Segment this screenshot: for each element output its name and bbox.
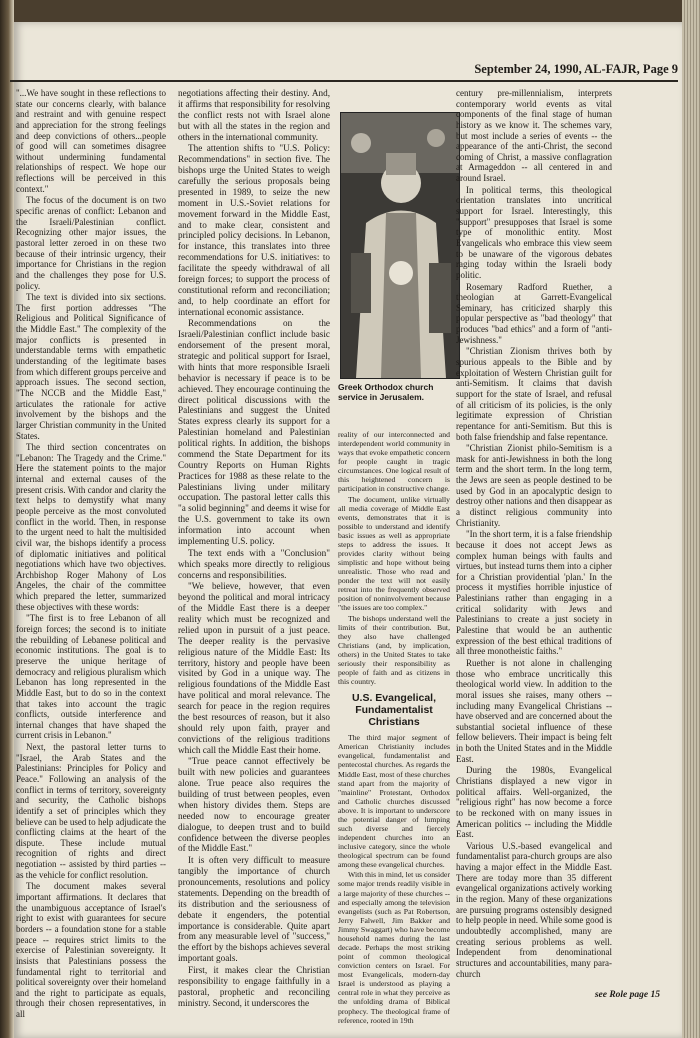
paragraph: The document, unlike virtually all media coverage of Middle East events, demonstrates that it is possible to understand and identify basic issues as well as appropriate steps to address the issues. It provides clarity without being simplistic and hope without being unrealistic. Those who read and ponder the text will not easily retreat into the frequently observed position of noninvolvement because "the issues are too complex." [338, 494, 450, 613]
paragraph: The bishops understand well the limits of their contribution. But, they also have challenged Christians (and, by implication, others) in the United States to take seriously their responsibility as people of faith and as citizens in this country. [338, 613, 450, 687]
paragraph: "In the short term, it is a false friendship because it does not accept Jews as complex human beings with faults and virtues, but instead turns them into a cipher for a Christian providential 'plan.' In the process it mystifies horrible injustice of Palestinians rather than engaging in a critical solidarity with Jews and Palestinians to create a just society in Palestine that would be an authentic expression of the best ethical traditions of all three monotheistic faiths." [456, 529, 612, 657]
column-2 [178, 88, 330, 1010]
photo-caption: Greek Orthodox church service in Jerusalem. [338, 382, 434, 402]
paragraph: Next, the pastoral letter turns to "Israel, the Arab States and the Palestinians: Principles for Policy and Peace." Following an analysis of the conflict in terms of territory, sovereignty and security, the Catholic bishops identify a set of principles which they believe can be used to help adjudicate the conflicting claims at the heart of the dispute. These include mutual recognition of rights and direct negotiation -- assisted by third parties -- as the vehicle for conflict resolution. [16, 742, 166, 880]
column-1 [16, 88, 166, 1021]
paragraph: It is often very difficult to measure tangibly the importance of church pronouncements, resolutions and policy statements. Depending on the breadth of its distribution and the seriousness of debate it engenders, the potential importance is considerable. Quite apart from any measurable level of "success," the effort by the bishops achieves several important goals. [178, 855, 330, 964]
paragraph: In political terms, this theological orientation translates into uncritical support for Israel. Interestingly, this "support" presupposes that Israel is some type of monolithic entity. Most Evangelicals who embrace this view seem to be unaware of the vigorous debates raging today within the Israeli body politic. [456, 184, 612, 280]
paragraph: "Christian Zionism thrives both by spurious appeals to the Bible and by exploitation of Western Christian guilt for anti-Semitism. It claims that davish support for the state of Israel, and refusal of all criticism of its policies, is the only legitimate expression of Christian repentance for anti-Semitism. But this is both false friendship and false repentance. [456, 346, 612, 442]
paragraph: The attention shifts to "U.S. Policy: Recommendations" in section five. The bishops urge the United States to weigh carefully the serious proposals being presented in 1989, to seize the new moment in U.S.-Soviet relations for movement forward in the Middle East, and to make clear, consistent and principled policy decisions. In Lebanon, for instance, this translates into three recommendations for U.S. initiatives: to facilitate the speedy withdrawal of all foreign forces; to support the process of constitutional reform and reconciliation; and, to help coordinate an effort for international economic assistance. [178, 143, 330, 317]
paragraph: The third section concentrates on "Lebanon: The Tragedy and the Crime." Here the statement points to the major internal and external causes of the present crisis. With candor and clarity the text helps to demystify what many people perceive as the most convoluted conflict in the world. Then, in response to the urgent need to halt the multisided civil war, the bishops identify a process of diplomatic initiatives and political negotiations which have two objectives. Archbishop Roger Mahony of Los Angeles, the chair of the committee which prepared the letter, summarized these objectives with these words: [16, 442, 166, 612]
paragraph: The document makes several important affirmations. It declares that the unambiguous acceptance of Israel's right to exist with guarantees for secure borders -- a foundation stone for a stable peace -- requires strict limits to the exercise of Palestinian sovereignty. It insists that Palestinians possess the fundamental right to territorial and political sovereignty over their homeland and the right to participate as equals, through their chosen representatives, in all [16, 881, 166, 1020]
paragraph: reality of our interconnected and interdependent world community in ways that evoke empathetic concern for people caught in tragic circumstances. One logical result of this heightened concern is participation in constructive change. [338, 430, 450, 494]
column-4 [456, 88, 612, 980]
continuation-note: see Role page 15 [594, 990, 660, 1000]
paragraph: negotiations affecting their destiny. And, it affirms that responsibility for resolving the conflict rests not with Israel alone but with all the states in the region and others in the international community. [178, 88, 330, 142]
book-spine [0, 0, 14, 1038]
paragraph: The text ends with a "Conclusion" which speaks more directly to religious concerns and responsibilities. [178, 547, 330, 580]
paragraph: During the 1980s, Evangelical Christians displayed a new vigor in political affairs. Well-organized, the "religious right" has now become a force to be reckoned with on many issues in American politics -- including the Middle East. [456, 765, 612, 840]
paragraph: The focus of the document is on two specific arenas of conflict: Lebanon and the Israeli/Palestinian conflict. Recognizing other major issues, the pastoral letter zeroed in on these two because of their intrinsic urgency, their importance for Christians in the region and the challenges they pose for U.S. policy. [16, 195, 166, 291]
paragraph: "True peace cannot effectively be built with new policies and guarantees alone. True peace also requires the building of trust between peoples, even when history divides them. Steps are needed now to encourage greater dialogue, to deepen trust and to build confidence between the diverse peoples of the Middle East." [178, 756, 330, 854]
paragraph: With this in mind, let us consider some major trends readily visible in a large majority of these churches -- and especially among the television evangelists (such as Pat Robertson, Jerry Falwell, Jim Bakker and Jimmy Swaggart) who have become household names during the last decade. Perhaps the most striking point of common theological conviction centers on Israel. For most Evangelicals, modern-day Israel is understood as playing a central role in what they perceive as the unfolding drama of Biblical prophecy. The theological frame of reference, rooted in 19th [338, 870, 450, 1025]
church-service-photo [340, 112, 460, 379]
paragraph: The text is divided into six sections. The first portion addresses "The Religious and Political Significance of the Middle East." The complexity of the major conflicts is presented in understandable terms with empathetic understanding of the legitimate bases from which different groups perceive and approach issues. The second section, "The NCCB and the Middle East," articulates the rationale for active involvement by the bishops and the larger Christian community in the United States. [16, 292, 166, 441]
paragraph: "...We have sought in these reflections to state our concerns clearly, with balance and restraint and with genuine respect and appreciation for the strong feelings and deep convictions of others...people of good will can sometimes disagree without undermining fundamental relationships of respect. We hope our reflections will be perceived in this context." [16, 88, 166, 194]
page-header [10, 58, 678, 82]
paragraph: Ruether is not alone in challenging those who embrace uncritically this theological world view. In addition to the moral issues she raises, many others -- including many Evangelical Christians -- have observed and are concerned about the substantial societal influence of these fellow believers. Their impact is being felt in both the United States and in the Middle East. [456, 657, 612, 764]
paragraph: The third major segment of American Christianity includes evangelical, fundamentalist and pentecostal churches. As regards the Middle East, most of these churches stand apart from the majority of "mainline" Protestant, Orthodox and Catholic churches discussed above. It is important to underscore the potential danger of lumping such diverse and fiercely independent churches into an inclusive category, since the whole theological spectrum can be found among these evangelical churches. [338, 733, 450, 870]
paragraph: Rosemary Radford Ruether, a theologian at Garrett-Evangelical Seminary, has criticized sharply this popular perspective as "bad theology" that produces "bad ethics" and a form of "anti-Jewishness." [456, 281, 612, 345]
paragraph: "Christian Zionist philo-Semitism is a mask for anti-Jewishness in both the long term and the short term. In the long term, the Jews are seen as people destined to be used by God in an apocalyptic design to destroy other nations and then disappear as a distinct religious community into Christianity. [456, 443, 612, 528]
paragraph: century pre-millennialism, interprets contemporary world events as vital components of the final stage of human history as we know it. The schemes vary, but most include a series of events -- the appearance of the anti-Christ, the second coming of Christ, a massive conflagration at Armageddon -- all centered in and around Israel. [456, 88, 612, 184]
paragraph: "We believe, however, that even beyond the political and moral intricacy of the Middle East there is a deeper reality which must be recognized and relied upon in pursuit of a just peace. The deeper reality is the pervasive religious nature of the Middle East: Its territory, history and people have been visited by God in a unique way. The religious foundations of the Middle East have political and moral relevance. The search for peace in the region requires the best resources of reason, but it also should rely upon faith, prayer and convictions of the religious traditions which call the Middle East their home. [178, 581, 330, 755]
page-edges [682, 0, 700, 1038]
photo-image [341, 113, 459, 378]
header-dateline: September 24, 1990, AL-FAJR, Page 9 [474, 62, 678, 76]
paragraph: Various U.S.-based evangelical and fundamentalist para-church groups are also having a major effect in the Middle East. There are today more than 35 different evangelical organizations actively working in the region. Many of these organizations are pursuing programs ostensibly designed to help people in need. While some good is undoubtedly accomplished, many are creating serious problems as well. Independent from denominational structures and accountabilities, many para-church [456, 840, 612, 979]
paragraph: "The first is to free Lebanon of all foreign forces; the second is to initiate the rebuilding of Lebanese political and economic institutions. The goal is to preserve the unique heritage of democracy and religious pluralism which Lebanon has long represented in the Middle East, but to do so in the context that takes into account the tragic conflicts, outside interference and internal changes that have shaped the current crisis in Lebanon." [16, 613, 166, 741]
column-3-top [338, 430, 450, 1026]
paragraph: Recommendations on the Israeli/Palestinian conflict include basic endorsement of the present moral, strategic and political support for Israel, with hints that more responsible Israeli behavior is necessary if peace is to be achieved. They encourage continuing the direct political discussions with the Palestinians and suggest the United States express clearly its support for a Palestinian homeland and Palestinian political rights. In addition, the bishops commend the State Department for its Country Reports on Human Rights Practices for 1988 as these relate to the Palestinians living under military occupation. The pastoral letter calls this "a solid beginning" and deems it wise for the U.S. government to take its own information into account when implementing U.S. policy. [178, 318, 330, 546]
section-heading: U.S. Evangelical, Fundamentalist Christians [351, 692, 437, 729]
paragraph: First, it makes clear the Christian responsibility to engage faithfully in a pastoral, prophetic and reconciling ministry. Second, it underscores the [178, 965, 330, 1008]
